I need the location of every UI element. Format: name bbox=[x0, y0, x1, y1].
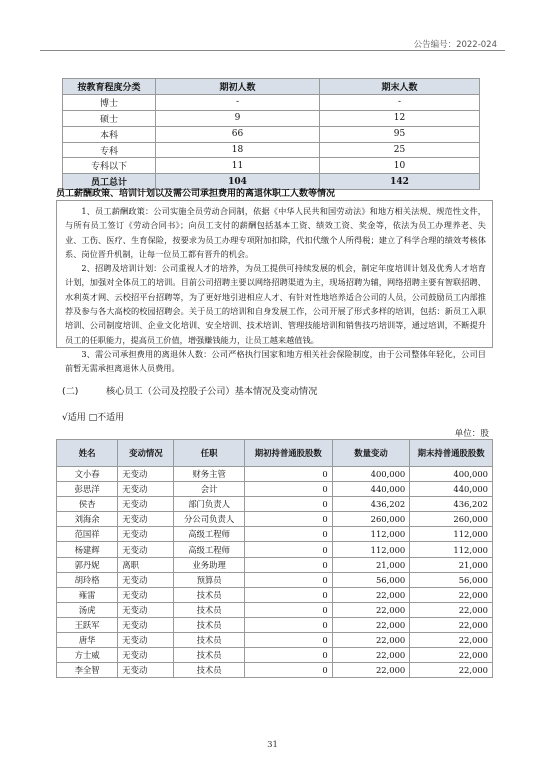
table-cell: 112,000 bbox=[332, 542, 410, 557]
table-cell: 440,000 bbox=[410, 482, 493, 497]
table-cell: 22,000 bbox=[332, 663, 410, 678]
column-header: 任职 bbox=[174, 440, 244, 467]
table-cell: 方士威 bbox=[57, 648, 118, 663]
table-row bbox=[57, 602, 493, 617]
table-cell: 0 bbox=[244, 602, 332, 617]
table-row bbox=[57, 497, 493, 512]
table-row bbox=[57, 648, 493, 663]
table-cell: 侯杏 bbox=[57, 497, 118, 512]
table-cell: 66 bbox=[156, 126, 320, 142]
table-cell: - bbox=[320, 94, 480, 110]
table-cell: 唐华 bbox=[57, 633, 118, 648]
table-cell: 无变动 bbox=[118, 663, 174, 678]
table-cell: 财务主管 bbox=[174, 467, 244, 482]
table-cell: 胡玲格 bbox=[57, 572, 118, 587]
table-cell: 专科 bbox=[63, 142, 156, 158]
table-cell: 22,000 bbox=[332, 587, 410, 602]
announcement-number: 公告编号：2022-024 bbox=[413, 40, 497, 50]
table-row bbox=[57, 527, 493, 542]
table-cell: 22,000 bbox=[332, 648, 410, 663]
table-cell: 22,000 bbox=[410, 617, 493, 632]
table-cell: 21,000 bbox=[332, 557, 410, 572]
table-cell: 按教育程度分类 bbox=[63, 79, 156, 95]
table-cell: 21,000 bbox=[410, 557, 493, 572]
table-row bbox=[57, 587, 493, 602]
table-cell: 期末人数 bbox=[320, 79, 480, 95]
table-cell: 专科以下 bbox=[63, 158, 156, 174]
not-applicable-option: □不适用 bbox=[88, 413, 125, 423]
table-cell: 范国祥 bbox=[57, 527, 118, 542]
table-cell: 技术员 bbox=[174, 617, 244, 632]
table-cell: 杨建辉 bbox=[57, 542, 118, 557]
table-cell: 无变动 bbox=[118, 497, 174, 512]
table-cell: 无变动 bbox=[118, 648, 174, 663]
table-cell: 业务助理 bbox=[174, 557, 244, 572]
table-cell: 李全智 bbox=[57, 663, 118, 678]
section-heading bbox=[62, 383, 317, 397]
education-table bbox=[62, 78, 480, 190]
table-cell: 无变动 bbox=[118, 542, 174, 557]
table-cell: 22,000 bbox=[410, 587, 493, 602]
table-row bbox=[57, 572, 493, 587]
table-cell: 刘海余 bbox=[57, 512, 118, 527]
table-cell: 9 bbox=[156, 110, 320, 126]
table-cell: 0 bbox=[244, 467, 332, 482]
table-cell: 95 bbox=[320, 126, 480, 142]
core-staff-table bbox=[56, 439, 493, 678]
table-header-row bbox=[57, 440, 493, 467]
table-cell: 12 bbox=[320, 110, 480, 126]
table-cell: 22,000 bbox=[410, 602, 493, 617]
table-cell: 彭思洋 bbox=[57, 482, 118, 497]
table-cell: 22,000 bbox=[410, 663, 493, 678]
table-row bbox=[63, 142, 480, 158]
column-header: 期末持普通股股数 bbox=[410, 440, 493, 467]
applicable-option: √适用 bbox=[62, 413, 86, 423]
table-cell: 硕士 bbox=[63, 110, 156, 126]
table-cell: 无变动 bbox=[118, 512, 174, 527]
table-row bbox=[57, 512, 493, 527]
table-cell: 142 bbox=[320, 174, 480, 190]
table-cell: 112,000 bbox=[410, 542, 493, 557]
header-divider bbox=[40, 50, 505, 51]
table-row bbox=[57, 617, 493, 632]
table-cell: 0 bbox=[244, 663, 332, 678]
table-cell: 无变动 bbox=[118, 633, 174, 648]
table-cell: 112,000 bbox=[410, 527, 493, 542]
table-cell: 18 bbox=[156, 142, 320, 158]
table-cell: 400,000 bbox=[410, 467, 493, 482]
table-cell: 无变动 bbox=[118, 527, 174, 542]
table-row bbox=[63, 126, 480, 142]
table-cell: 无变动 bbox=[118, 467, 174, 482]
table-cell: 本科 bbox=[63, 126, 156, 142]
policy-title: 员工薪酬政策、培训计划以及需公司承担费用的离退休职工人数等情况 bbox=[56, 189, 336, 199]
column-header: 姓名 bbox=[57, 440, 118, 467]
column-header: 期初持普通股股数 bbox=[244, 440, 332, 467]
table-row bbox=[63, 94, 480, 110]
table-cell: 离职 bbox=[118, 557, 174, 572]
unit-label: 单位：股 bbox=[454, 429, 489, 439]
table-cell: 0 bbox=[244, 482, 332, 497]
table-cell: 部门负责人 bbox=[174, 497, 244, 512]
table-cell: 雍雷 bbox=[57, 587, 118, 602]
section-title: 核心员工（公司及控股子公司）基本情况及变动情况 bbox=[106, 386, 318, 397]
table-cell: 25 bbox=[320, 142, 480, 158]
table-row bbox=[57, 663, 493, 678]
table-row bbox=[63, 110, 480, 126]
column-header: 变动情况 bbox=[118, 440, 174, 467]
table-cell: 技术员 bbox=[174, 602, 244, 617]
table-cell: 260,000 bbox=[410, 512, 493, 527]
table-cell: 0 bbox=[244, 648, 332, 663]
table-cell: 0 bbox=[244, 633, 332, 648]
table-cell: 无变动 bbox=[118, 572, 174, 587]
table-cell: 无变动 bbox=[118, 602, 174, 617]
table-cell: 56,000 bbox=[410, 572, 493, 587]
table-cell: 0 bbox=[244, 512, 332, 527]
table-cell: 440,000 bbox=[332, 482, 410, 497]
table-cell: 436,202 bbox=[332, 497, 410, 512]
table-cell: 0 bbox=[244, 497, 332, 512]
table-cell: 会计 bbox=[174, 482, 244, 497]
table-cell: 博士 bbox=[63, 94, 156, 110]
policy-paragraph: 1、员工薪酬政策：公司实施全员劳动合同制，依据《中华人民共和国劳动法》和地方相关法规、规范性文件，与所有员工签订《劳动合同书》；向员工支付的薪酬包括基本工资、绩效工资、奖金等，依法为员工办理养老、失业、工伤、医疗、生育保险，按要求为员工办理专项附加扣除，代扣代缴个人所得税；建立了科学合理的绩效考核体系、岗位晋升机制，让每一位员工都有晋升的机会。 bbox=[65, 206, 486, 259]
table-cell: 112,000 bbox=[332, 527, 410, 542]
table-cell: 王跃军 bbox=[57, 617, 118, 632]
table-cell: 10 bbox=[320, 158, 480, 174]
table-cell: 400,000 bbox=[332, 467, 410, 482]
table-cell: 技术员 bbox=[174, 587, 244, 602]
table-cell: 0 bbox=[244, 542, 332, 557]
table-cell: 0 bbox=[244, 617, 332, 632]
table-cell: 技术员 bbox=[174, 663, 244, 678]
table-row bbox=[57, 542, 493, 557]
table-row bbox=[57, 633, 493, 648]
table-cell: 0 bbox=[244, 527, 332, 542]
table-cell: 文小春 bbox=[57, 467, 118, 482]
policy-paragraph: 3、需公司承担费用的离退休人数：公司严格执行国家和地方相关社会保险制度，由于公司整体年轻化，公司目前暂无需承担离退休人员费用。 bbox=[65, 348, 486, 374]
table-cell: 22,000 bbox=[410, 648, 493, 663]
table-cell: 0 bbox=[244, 572, 332, 587]
table-row bbox=[57, 482, 493, 497]
table-cell: 104 bbox=[156, 174, 320, 190]
table-cell: 预算员 bbox=[174, 572, 244, 587]
table-cell: 技术员 bbox=[174, 633, 244, 648]
table-cell: 无变动 bbox=[118, 617, 174, 632]
table-cell: 无变动 bbox=[118, 482, 174, 497]
table-cell: 22,000 bbox=[332, 602, 410, 617]
table-cell: 期初人数 bbox=[156, 79, 320, 95]
table-row bbox=[63, 158, 480, 174]
table-cell: 高级工程师 bbox=[174, 542, 244, 557]
section-number: (二) bbox=[62, 386, 79, 397]
table-header-row bbox=[63, 79, 480, 95]
table-cell: 56,000 bbox=[332, 572, 410, 587]
column-header: 数量变动 bbox=[332, 440, 410, 467]
applicability-options bbox=[62, 410, 124, 423]
table-cell: 分公司负责人 bbox=[174, 512, 244, 527]
page-number: 31 bbox=[267, 740, 278, 750]
table-cell: 汤虎 bbox=[57, 602, 118, 617]
table-cell: 260,000 bbox=[332, 512, 410, 527]
table-cell: 436,202 bbox=[410, 497, 493, 512]
table-cell: 郭丹妮 bbox=[57, 557, 118, 572]
table-cell: 22,000 bbox=[332, 617, 410, 632]
table-cell: 技术员 bbox=[174, 648, 244, 663]
table-cell: 无变动 bbox=[118, 587, 174, 602]
table-row bbox=[57, 467, 493, 482]
table-cell: 22,000 bbox=[332, 633, 410, 648]
table-cell: - bbox=[156, 94, 320, 110]
policy-paragraph: 2、招聘及培训计划：公司重视人才的培养，为员工提供可持续发展的机会，制定年度培训计划及优秀人才培育计划，加强对全体员工的培训。目前公司招聘主要以网络招聘渠道为主，现场招聘为辅，网络招聘主要有智联招聘、水利英才网、云校招平台招聘等，为了更好地引进相应人才、有针对性地培养适合公司的人员，公司鼓励员工内部推荐及参与各大高校的校园招聘会。关于员工的培训和自身发展工作，公司开展了形式多样的培训，包括：新员工入职培训、公司制度培训、企业文化培训、安全培训、技术培训、管理技能培训和销售技巧培训等，通过培训，不断提升员工的任职能力，提高员工价值，增强赚钱能力，让员工越来越值钱。 bbox=[65, 263, 486, 345]
table-cell: 22,000 bbox=[410, 633, 493, 648]
table-cell: 高级工程师 bbox=[174, 527, 244, 542]
table-cell: 0 bbox=[244, 557, 332, 572]
table-cell: 11 bbox=[156, 158, 320, 174]
table-cell: 员工总计 bbox=[63, 174, 156, 190]
policy-box bbox=[56, 200, 493, 374]
table-cell: 0 bbox=[244, 587, 332, 602]
table-row bbox=[57, 557, 493, 572]
